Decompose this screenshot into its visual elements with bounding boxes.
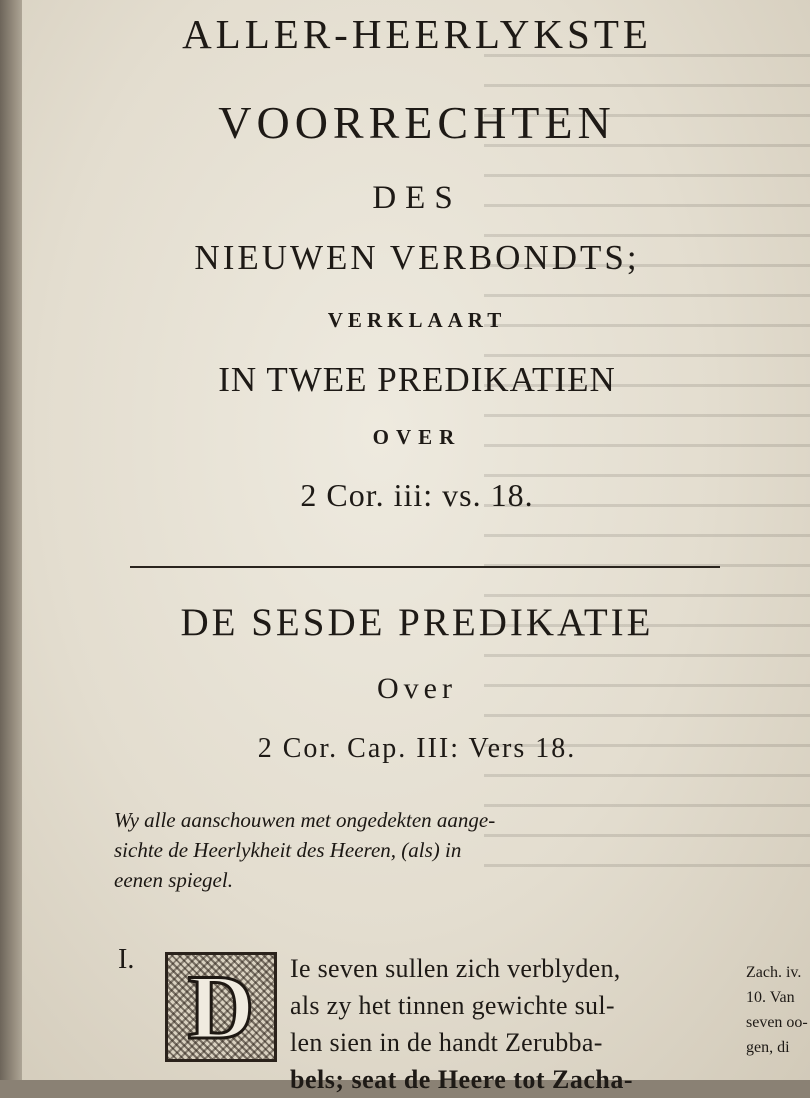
title-line-2: VOORRECHTEN (218, 97, 616, 148)
title-line-7: OVER (372, 425, 462, 449)
horizontal-rule (130, 566, 720, 568)
epigraph (114, 805, 754, 895)
title-line-5: VERKLAART (327, 308, 507, 332)
title-line-8: 2 Cor. iii: vs. 18. (300, 477, 534, 513)
body-text (290, 950, 740, 1098)
epigraph-line: sichte de Heerlykheit des Heeren, (als) in (114, 838, 462, 862)
margin-note-line: gen, di (746, 1039, 790, 1056)
body-line: len sien in de handt Zerubba- (290, 1028, 603, 1057)
sermon-reference: 2 Cor. Cap. III: Vers 18. (257, 733, 577, 764)
ornamental-drop-cap (165, 952, 277, 1062)
epigraph-line: Wy alle aanschouwen met ongedekten aange- (114, 808, 496, 832)
body-line: bels; seat de Heere tot Zacha- (290, 1065, 634, 1094)
drop-cap-letter: D (187, 956, 255, 1058)
title-line-4: NIEUWEN VERBONDTS; (194, 238, 640, 277)
paragraph-number: I. (118, 944, 135, 975)
epigraph-line: eenen spiegel. (114, 868, 233, 892)
margin-note-line: 10. Van (746, 989, 795, 1006)
margin-note-line: seven oo- (746, 1014, 808, 1031)
sermon-over: Over (377, 672, 457, 705)
book-page (22, 0, 810, 1094)
body-line: Ie seven sullen zich verblyden, (290, 954, 621, 983)
margin-note-line: Zach. iv. (746, 964, 802, 981)
body-line: als zy het tinnen gewichte sul- (290, 991, 615, 1020)
title-line-1: ALLER-HEERLYKSTE (182, 11, 652, 57)
title-line-6: IN TWEE PREDIKATIEN (218, 360, 616, 399)
margin-note (746, 960, 810, 1060)
title-line-3: DES (372, 180, 462, 216)
sermon-heading: DE SESDE PREDIKATIE (180, 601, 654, 644)
